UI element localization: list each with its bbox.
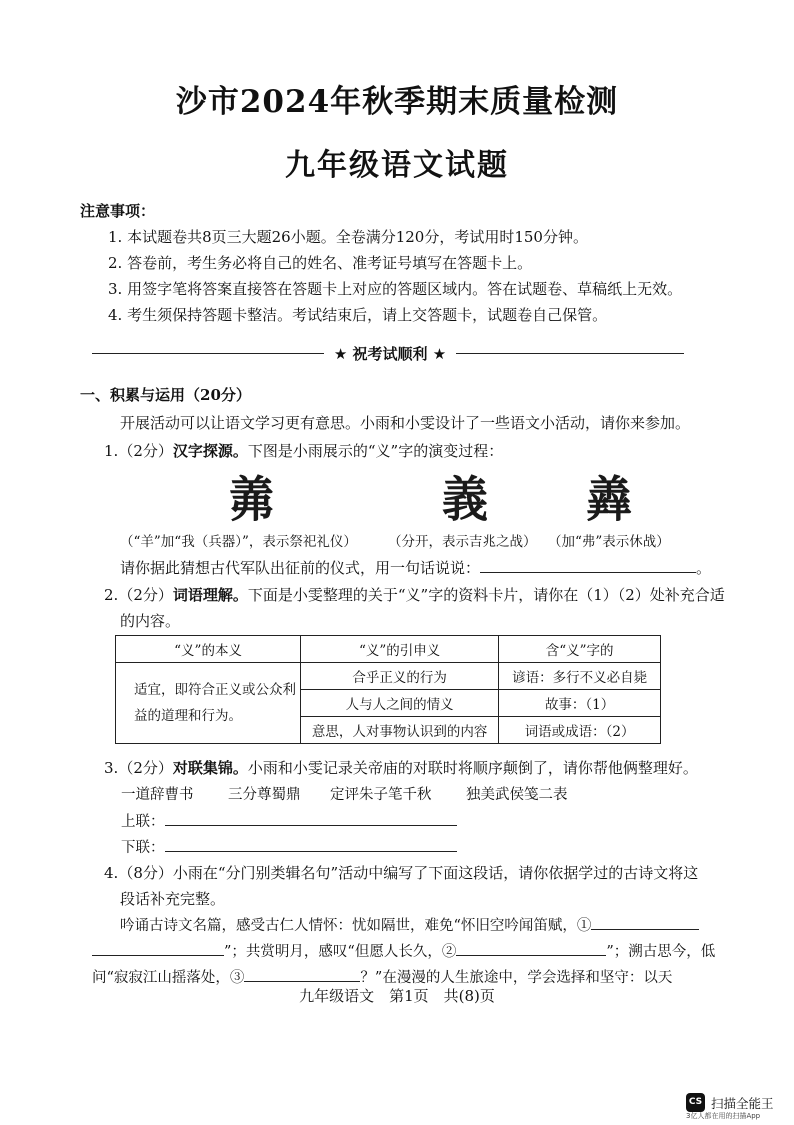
table-header: 含“义”字的 [499, 636, 661, 663]
table-cell: 谚语：多行不义必自毙 [499, 663, 661, 690]
q4-text: 吟诵古诗文名篇，感受古仁人情怀：忧如隔世，难免“怀旧空吟闻笛赋，① [120, 918, 592, 934]
question-topic: 对联集锦。 [172, 759, 248, 777]
question-prompt: 小雨和小雯记录关帝庙的对联时将顺序颠倒了，请你帮他俩整理好。 [247, 759, 698, 777]
question-1 [104, 440, 503, 461]
question-1-ask [120, 557, 711, 578]
q4-text: ”；溯古思今，低 [606, 944, 716, 960]
table-cell: 人与人之间的情义 [301, 690, 499, 717]
divider-line-right [456, 353, 684, 354]
table-cell: 意思，人对事物认识到的内容 [301, 717, 499, 744]
scanner-app-name: 扫描全能王 [711, 1096, 774, 1111]
question-4 [104, 862, 698, 883]
note-item-3: 3. 用签字笔将答案直接答在答题卡上对应的答题区域内。答在试题卷、草稿纸上无效。 [108, 280, 683, 298]
couplet-fragment-3: 定评朱子笔千秋 [330, 787, 432, 803]
question-3 [104, 757, 698, 778]
page-subtitle: 九年级语文试题 [285, 148, 509, 183]
q4-text-line-1 [120, 914, 699, 935]
glyph-ancient-2: 義 [442, 470, 488, 528]
divider-line-left [92, 353, 324, 354]
question-2-cont: 的内容。 [120, 612, 181, 630]
answer-blank [591, 914, 699, 930]
table-cell-base-meaning: 适宜，即符合正义或公众利益的道理和行为。 [116, 663, 301, 744]
answer-blank [244, 966, 360, 982]
question-prompt: 下面是小雯整理的关于“义”字的资料卡片，请你在（1）（2）处补充合适 [247, 586, 725, 604]
question-prompt: 小雨在“分门别类辑名句”活动中编写了下面这段话，请你依据学过的古诗文将这 [172, 864, 699, 882]
glyph-caption-1: （“羊”加“我（兵器）”，表示祭祀礼仪） [120, 534, 357, 550]
q4-text: ”；共赏明月，感叹“但愿人长久，② [224, 944, 457, 960]
answer-blank [165, 836, 457, 852]
question-2 [104, 584, 725, 605]
question-4-cont: 段话补充完整。 [120, 890, 226, 908]
table-header: “义”的本义 [116, 636, 301, 663]
question-text: 请你据此猜想古代军队出征前的仪式，用一句话说说： [120, 559, 481, 577]
question-topic: 词语理解。 [172, 586, 248, 604]
q4-text-line-2 [92, 940, 715, 961]
table-cell: 合乎正义的行为 [301, 663, 499, 690]
q4-text-line-3 [92, 966, 672, 987]
answer-blank [480, 557, 696, 573]
page-footer: 九年级语文 第1页 共(8)页 [299, 987, 495, 1005]
question-score: （8分） [118, 864, 173, 882]
answer-blank [92, 940, 224, 956]
question-score: （2分） [118, 586, 173, 604]
note-item-4: 4. 考生须保持答题卡整洁。考试结束后，请上交答题卡，试题卷自己保管。 [108, 306, 608, 324]
info-card-table [115, 635, 661, 744]
question-number: 2. [104, 586, 119, 604]
upper-couplet-line [121, 810, 457, 831]
question-end: 。 [696, 559, 712, 577]
notes-heading: 注意事项： [80, 202, 156, 220]
upper-couplet-label: 上联： [121, 814, 165, 830]
note-item-1: 1. 本试题卷共8页三大题26小题。全卷满分120分，考试用时150分钟。 [108, 228, 588, 246]
page-title: 沙市2024年秋季期末质量检测 [175, 84, 619, 120]
glyph-caption-2: （分开，表示吉兆之战） [388, 534, 537, 550]
section-heading: 一、积累与运用（20分） [80, 386, 251, 404]
couplet-fragment-4: 独美武侯笺二表 [466, 787, 568, 803]
q4-text: 问“寂寂江山摇落处，③ [92, 970, 245, 986]
scanner-app-slogan: 3亿人都在用的扫描App [686, 1112, 761, 1120]
glyph-ancient-3: 羴 [586, 470, 632, 528]
divider-text: ★ 祝考试顺利 ★ [333, 345, 447, 363]
question-score: （2分） [118, 759, 173, 777]
answer-blank [456, 940, 606, 956]
q4-text: ？”在漫漫的人生旅途中，学会选择和坚守：以天 [360, 970, 673, 986]
scanner-logo-icon: CS [686, 1093, 705, 1112]
question-number: 4. [104, 864, 119, 882]
lower-couplet-line [121, 836, 457, 857]
glyph-caption-3: （加“弗”表示休战） [548, 534, 670, 550]
question-number: 3. [104, 759, 119, 777]
note-item-2: 2. 答卷前，考生务必将自己的姓名、准考证号填写在答题卡上。 [108, 254, 533, 272]
question-score: （2分） [118, 442, 173, 460]
table-cell: 故事：（1） [499, 690, 661, 717]
question-prompt: 下图是小雨展示的“义”字的演变过程： [247, 442, 504, 460]
table-header: “义”的引申义 [301, 636, 499, 663]
lower-couplet-label: 下联： [121, 840, 165, 856]
question-number: 1. [104, 442, 119, 460]
answer-blank [165, 810, 457, 826]
question-topic: 汉字探源。 [172, 442, 248, 460]
glyph-ancient-1: 羛 [228, 470, 274, 528]
section-divider [92, 345, 684, 363]
section-intro: 开展活动可以让语文学习更有意思。小雨和小雯设计了一些语文小活动，请你来参加。 [120, 414, 691, 432]
couplet-fragment-1: 一道辞曹书 [121, 787, 194, 803]
table-cell: 词语或成语：（2） [499, 717, 661, 744]
table-row [116, 663, 661, 690]
table-header-row [116, 636, 661, 663]
couplet-fragment-2: 三分尊蜀鼎 [228, 787, 301, 803]
